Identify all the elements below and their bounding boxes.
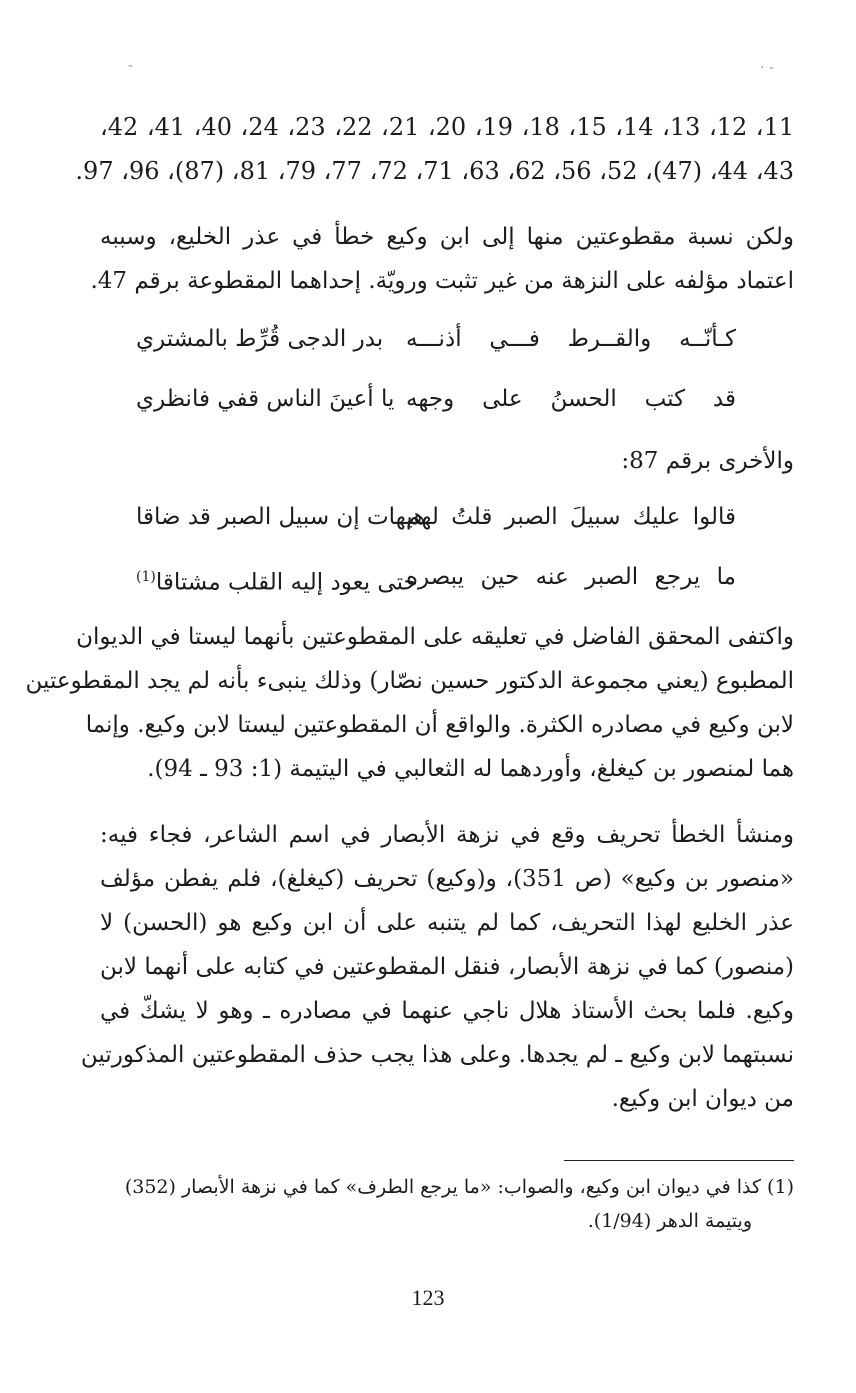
paragraph-2-line-1: واكتفى المحقق الفاضل في تعليقه على المقطوعتين بأنهما ليستا في الديوان xyxy=(76,624,794,650)
paragraph-3-line-3: عذر الخليع لهذا التحريف، كما لم يتنبه على أن ابن وكيع هو (الحسن) لا xyxy=(100,910,794,936)
paragraph-3-line-7: من ديوان ابن وكيع. xyxy=(611,1086,794,1112)
paragraph-3-line-6: نسبتهما لابن وكيع ـ لم يجدها. وعلى هذا يجب حذف المقطوعتين المذكورتين xyxy=(80,1042,794,1068)
footnote-divider xyxy=(564,1160,794,1161)
paragraph-1-line-2: اعتماد مؤلفه على النزهة من غير تثبت ورويّة. إحداهما المقطوعة برقم 47. xyxy=(90,268,794,294)
index-numbers-line-1: 11، 12، 13، 14، 15، 18، 19، 20، 21، 22، 23، 24، 40، 41، 42، xyxy=(100,113,795,141)
scan-speck: - xyxy=(128,58,134,74)
poem-1-verse-1-second-hemistich: بدر الدجى قُرِّط بالمشتري xyxy=(136,326,384,352)
poem-1-verse-1-first-hemistich: كـأنّــه والقــرط فـــي أذنـــه xyxy=(406,326,736,352)
paragraph-1-line-1: ولكن نسبة مقطوعتين منها إلى ابن وكيع خطأ في عذر الخليع، وسببه xyxy=(100,224,794,250)
poem-2-verse-2-second-hemistich-text: حتى يعود إليه القلب مشتاقا xyxy=(155,569,418,596)
paragraph-2-line-3: لابن وكيع في مصادره الكثرة. والواقع أن المقطوعتين ليستا لابن وكيع. وإنما xyxy=(85,712,794,738)
paragraph-3-line-4: (منصور) كما في نزهة الأبصار، فنقل المقطوعتين في كتابه على أنهما لابن xyxy=(100,954,794,980)
scan-speck: · - xyxy=(760,60,774,76)
poem-1-verse-2-first-hemistich: قد كتب الحسنُ على وجهه xyxy=(406,386,736,412)
poem-1-verse-2-second-hemistich: يا أعينَ الناس قفي فانظري xyxy=(136,386,395,412)
paragraph-3-line-5: وكيع. فلما بحث الأستاذ هلال ناجي عنهما في مصادره ـ وهو لا يشكّ في xyxy=(100,998,794,1024)
index-numbers-line-2: 43، 44، (47)، 52، 56، 62، 63، 71، 72، 77، 79، 81، (87)، 96، 97. xyxy=(75,157,794,185)
paragraph-2-line-4: هما لمنصور بن كيغلغ، وأوردهما له الثعالبي في اليتيمة (1: 93 ـ 94). xyxy=(147,756,794,782)
poem-2-verse-2-second-hemistich xyxy=(136,558,436,602)
paragraph-3-line-2: «منصور بن وكيع» (ص 351)، و(وكيع) تحريف (كيغلغ)، فلم يفطن مؤلف xyxy=(100,866,794,892)
poem-2-verse-1-second-hemistich: هيهات إن سبيل الصبر قد ضاقا xyxy=(136,504,426,530)
footnote-reference-marker: (1) xyxy=(136,569,156,585)
paragraph-2-line-2: المطبوع (يعني مجموعة الدكتور حسين نصّار) وذلك ينبىء بأنه لم يجد المقطوعتين xyxy=(25,668,794,694)
footnote-line-1: (1) كذا في ديوان ابن وكيع، والصواب: «ما يرجع الطرف» كما في نزهة الأبصار (352) xyxy=(124,1176,794,1198)
poem-2-verse-2-first-hemistich: ما يرجع الصبر عنه حين يبصره xyxy=(406,564,736,590)
footnote-line-2: ويتيمة الدهر (1/94). xyxy=(587,1210,752,1232)
paragraph-3-line-1: ومنشأ الخطأ تحريف وقع في نزهة الأبصار في اسم الشاعر، فجاء فيه: xyxy=(100,822,794,848)
poem-2-verse-1-first-hemistich: قالوا عليك سبيلَ الصبر قلتُ لهم xyxy=(406,504,736,530)
page-number: 123 xyxy=(411,1285,445,1310)
poem-2-intro: والأخرى برقم 87: xyxy=(621,448,794,474)
